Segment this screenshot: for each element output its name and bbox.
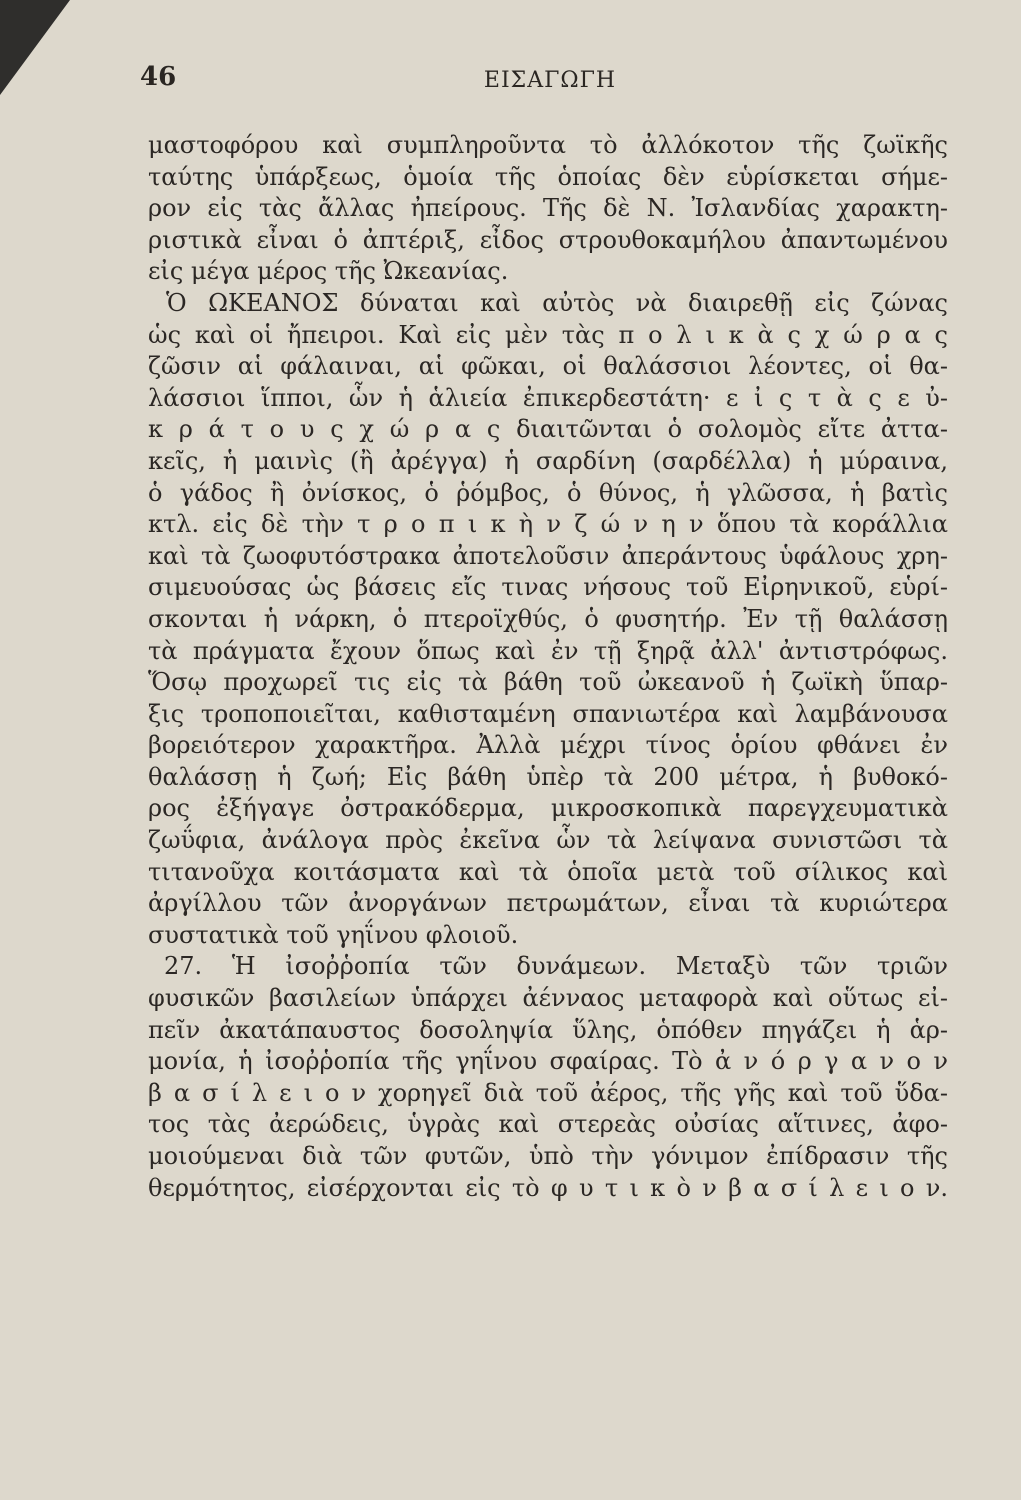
text-line: Ὅσῳ προχωρεῖ τις εἰς τὰ βάθη τοῦ ὠκεανοῦ ἡ ζωϊκὴ ὕπαρ- — [148, 668, 948, 697]
text-line: κεῖς, ἡ μαινὶς (ἢ ἀρέγγα) ἡ σαρδίνη (σαρδέλλα) ἡ μύραινα, — [148, 446, 948, 475]
text-line: καὶ τὰ ζωοφυτόστρακα ἀποτελοῦσιν ἀπεράντους ὑφάλους χρη- — [148, 541, 948, 570]
text-line: θερμότητος, εἰσέρχονται εἰς τὸ φ υ τ ι κ ὸ ν β α σ ί λ ε ι ο ν. — [148, 1173, 948, 1202]
folded-page-corner — [0, 0, 70, 95]
page-header — [140, 62, 960, 102]
section-heading-line: 27. Ἡ ἰσοῤῥοπία τῶν δυνάμεων. Μεταξὺ τῶν τριῶν — [164, 952, 948, 981]
text-line: β α σ ί λ ε ι ο ν χορηγεῖ διὰ τοῦ ἀέρος, τῆς γῆς καὶ τοῦ ὕδα- — [148, 1078, 948, 1107]
text-line: θαλάσσῃ ἡ ζωή; Εἰς βάθη ὑπὲρ τὰ 200 μέτρα, ἡ βυθοκό- — [148, 762, 948, 791]
page-number: 46 — [140, 62, 177, 92]
text-line: κτλ. εἰς δὲ τὴν τ ρ ο π ι κ ὴ ν ζ ώ ν η ν ὅπου τὰ κοράλλια — [148, 510, 948, 539]
text-line: ὡς καὶ οἱ ἤπειροι. Καὶ εἰς μὲν τὰς π ο λ ι κ ὰ ς χ ώ ρ α ς — [148, 320, 948, 349]
text-line: ξις τροποποιεῖται, καθισταμένη σπανιωτέρα καὶ λαμβάνουσα — [148, 699, 948, 728]
text-line: μονία, ἡ ἰσοῤῥοπία τῆς γηΐνου σφαίρας. Τὸ ἀ ν ό ρ γ α ν ο ν — [148, 1047, 948, 1076]
body-text — [148, 130, 948, 1204]
text-line: τὰ πράγματα ἔχουν ὅπως καὶ ἐν τῇ ξηρᾷ ἀλλ' ἀντιστρόφως. — [148, 636, 948, 665]
text-line: Ὁ ΩΚΕΑΝΟΣ δύναται καὶ αὐτὸς νὰ διαιρεθῇ εἰς ζώνας — [166, 288, 948, 317]
text-line: φυσικῶν βασιλείων ὑπάρχει ἀένναος μεταφορὰ καὶ οὕτως εἰ- — [148, 984, 948, 1013]
text-line: ζῶσιν αἱ φάλαιναι, αἱ φῶκαι, οἱ θαλάσσιοι λέοντες, οἱ θα- — [148, 352, 948, 381]
text-line: μοιούμεναι διὰ τῶν φυτῶν, ὑπὸ τὴν γόνιμον ἐπίδρασιν τῆς — [148, 1142, 948, 1170]
text-line: τος τὰς ἀερώδεις, ὑγρὰς καὶ στερεὰς οὐσίας αἵτινες, ἀφο- — [148, 1110, 948, 1139]
text-line: τιτανοῦχα κοιτάσματα καὶ τὰ ὁποῖα μετὰ τοῦ σίλικος καὶ — [148, 857, 948, 886]
text-line: ριστικὰ εἶναι ὁ ἀπτέριξ, εἶδος στρουθοκαμήλου ἀπαντωμένου — [148, 225, 948, 254]
text-line: ταύτης ὑπάρξεως, ὁμοία τῆς ὁποίας δὲν εὑρίσκεται σήμε- — [148, 162, 948, 191]
text-line: ὁ γάδος ἢ ὀνίσκος, ὁ ῥόμβος, ὁ θύνος, ἡ γλῶσσα, ἡ βατὶς — [148, 478, 948, 507]
text-line: σιμευούσας ὡς βάσεις εἴς τινας νήσους τοῦ Εἰρηνικοῦ, εὑρί- — [148, 573, 948, 602]
text-line: μαστοφόρου καὶ συμπληροῦντα τὸ ἀλλόκοτον τῆς ζωϊκῆς — [148, 131, 948, 159]
text-line: συστατικὰ τοῦ γηΐνου φλοιοῦ. — [148, 920, 519, 949]
text-line: ρον εἰς τὰς ἄλλας ἠπείρους. Τῆς δὲ Ν. Ἰσλανδίας χαρακτη- — [148, 194, 948, 223]
text-line: σκονται ἡ νάρκη, ὁ πτεροϊχθύς, ὁ φυσητήρ. Ἐν τῇ θαλάσσῃ — [148, 604, 948, 633]
text-line: ρος ἐξήγαγε ὀστρακόδερμα, μικροσκοπικὰ παρεγχευματικὰ — [148, 794, 948, 823]
text-line: πεῖν ἀκατάπαυστος δοσοληψία ὕλης, ὁπόθεν πηγάζει ἡ ἁρ- — [148, 1015, 948, 1044]
text-line: κ ρ ά τ ο υ ς χ ώ ρ α ς διαιτῶνται ὁ σολομὸς εἴτε ἀττα- — [148, 415, 948, 444]
running-title: ΕΙΣΑΓΩΓΗ — [483, 68, 617, 93]
text-line: ἀργίλλου τῶν ἀνοργάνων πετρωμάτων, εἶναι τὰ κυριώτερα — [148, 889, 948, 918]
text-line: λάσσιοι ἵπποι, ὧν ἡ ἁλιεία ἐπικερδεστάτη· ε ἰ ς τ ὰ ς ε ὐ- — [148, 383, 948, 412]
text-line: ζωΰφια, ἀνάλογα πρὸς ἐκεῖνα ὧν τὰ λείψανα συνιστῶσι τὰ — [148, 826, 948, 855]
text-line: εἰς μέγα μέρος τῆς Ὠκεανίας. — [148, 257, 509, 286]
text-line: βορειότερον χαρακτῆρα. Ἀλλὰ μέχρι τίνος ὁρίου φθάνει ἐν — [148, 731, 948, 760]
